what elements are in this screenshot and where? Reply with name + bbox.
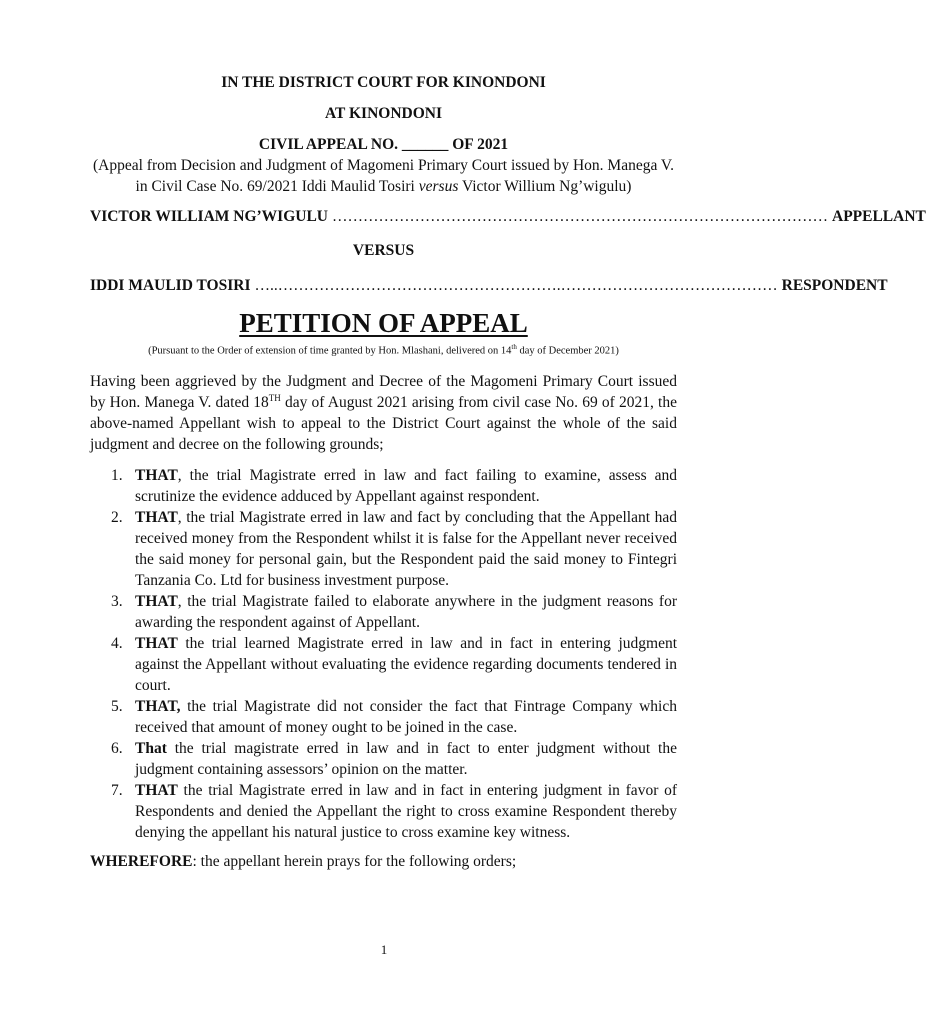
ground-lead: THAT (135, 634, 178, 652)
versus-label: VERSUS (352, 242, 415, 259)
ground-lead: THAT, (135, 697, 181, 715)
respondent-line (90, 276, 888, 296)
ground-number: 2. (111, 508, 123, 526)
wherefore-text: : the appellant herein prays for the following orders; (192, 852, 517, 870)
ground-text: , the trial Magistrate failed to elaborate anywhere in the judgment reasons for awarding the respondent against of Appellant. (135, 592, 677, 631)
pursuant-text-1: (Pursuant to the Order of extension of time granted by Hon. Mlashani, delivered on 14 (148, 345, 512, 357)
ground-text: the trial learned Magistrate erred in law and in fact in entering judgment against the Appellant without evaluating the evidence regarding documents tendered in court. (135, 634, 677, 694)
respondent-leader-dots: …..……………………………………………….…………………………………… (254, 277, 778, 294)
ground-text: the trial Magistrate erred in law and in fact in entering judgment in favor of Respondents and denied the Appellant the right to cross examine Respondent thereby denying the appellant his natural justice to cross examine key witness. (135, 781, 677, 841)
document-body (90, 73, 926, 872)
page-number: 1 (380, 942, 388, 957)
ground-text: the trial magistrate erred in law and in fact to enter judgment without the judgment containing assessors’ opinion on the matter. (135, 739, 677, 778)
appellant-leader-dots: …………………………………………………………………………………… (332, 208, 828, 225)
appellant-line (90, 207, 926, 227)
ground-item (90, 738, 677, 780)
wherefore-lead: WHEREFORE (90, 852, 193, 870)
ground-item (90, 633, 677, 696)
appeal-from-text-1: (Appeal from Decision and Judgment of Magomeni Primary Court issued by Hon. Manega V. in Civil Case No. 69/2021 Iddi Maulid Tosiri (92, 157, 674, 195)
ground-number: 6. (111, 739, 123, 757)
ground-number: 1. (111, 466, 123, 484)
wherefore-paragraph (90, 851, 677, 872)
ground-item (90, 591, 677, 633)
pursuant-sup: th (511, 343, 517, 351)
respondent-name: IDDI MAULID TOSIRI (90, 277, 251, 294)
appellant-name: VICTOR WILLIAM NG’WIGULU (90, 208, 328, 225)
ground-lead: THAT (135, 466, 178, 484)
grounds-list (90, 465, 677, 843)
intro-sup: TH (268, 392, 281, 403)
ground-item (90, 696, 677, 738)
appeal-from-note (90, 155, 677, 197)
ground-lead: THAT (135, 592, 178, 610)
ground-text: , the trial Magistrate erred in law and fact by concluding that the Appellant had received money from the Respondent whilst it is false for the Appellant never received the said money for personal gain, but the Respondent paid the said money to Fintegri Tanzania Co. Ltd for business investment purpose. (135, 508, 677, 589)
court-heading: IN THE DISTRICT COURT FOR KINONDONI (221, 74, 546, 91)
court-location: AT KINONDONI (325, 105, 442, 122)
intro-paragraph (90, 371, 677, 455)
ground-number: 3. (111, 592, 123, 610)
ground-item (90, 507, 677, 591)
ground-lead: THAT (135, 508, 178, 526)
appeal-from-versus: versus (418, 178, 459, 195)
pursuant-note (90, 340, 677, 359)
intro-text-2: day of August 2021 arising from civil case No. 69 of 2021, the above-named Appellant wish to appeal to the District Court against the whole of the said judgment and decree on the following grounds; (90, 393, 677, 453)
ground-text: , the trial Magistrate erred in law and fact failing to examine, assess and scrutinize the evidence adduced by Appellant against respondent. (135, 466, 677, 505)
respondent-role: RESPONDENT (781, 277, 888, 294)
petition-title: PETITION OF APPEAL (239, 308, 528, 338)
pursuant-text-2: day of December 2021) (516, 345, 619, 357)
appellant-role: APPELLANT (832, 208, 926, 225)
ground-item (90, 465, 677, 507)
ground-number: 4. (111, 634, 123, 652)
ground-number: 7. (111, 781, 123, 799)
ground-lead: That (135, 739, 167, 757)
ground-number: 5. (111, 697, 123, 715)
ground-lead: THAT (135, 781, 178, 799)
intro-text-1: Having been aggrieved by the Judgment and Decree of the Magomeni Primary Court issued by Hon. Manega V. dated 18 (90, 372, 677, 411)
ground-item (90, 780, 677, 843)
ground-text: the trial Magistrate did not consider the fact that Fintrage Company which received that amount of money ought to be joined in the case. (135, 697, 677, 736)
appeal-from-text-2: Victor Willium Ng’wigulu) (458, 178, 632, 195)
case-number: CIVIL APPEAL NO. ______ OF 2021 (258, 136, 509, 153)
